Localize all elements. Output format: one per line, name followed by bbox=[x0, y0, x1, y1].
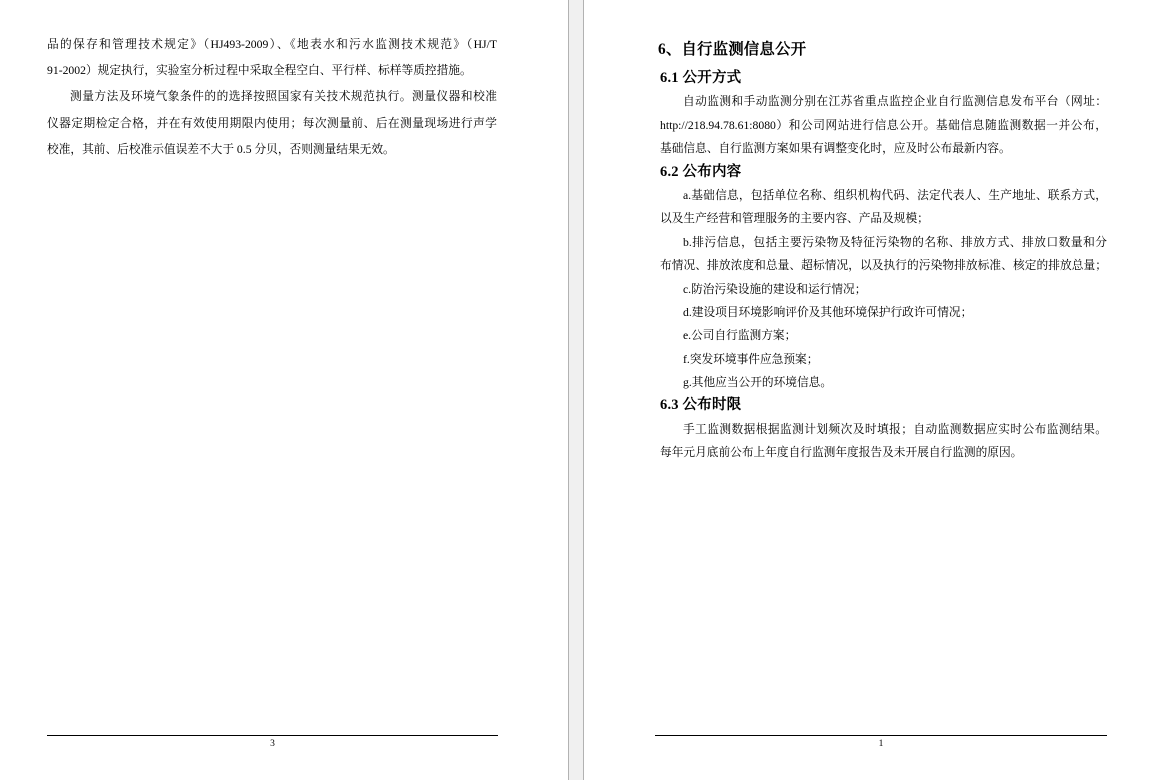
document-page-left bbox=[0, 0, 568, 780]
subsection-heading: 6.1 公开方式 bbox=[660, 70, 742, 86]
page-number: 3 bbox=[270, 739, 275, 749]
text-line: 自动监测和手动监测分别在江苏省重点监控企业自行监测信息发布平台（网址： bbox=[683, 95, 1107, 109]
text-line: 以及生产经营和管理服务的主要内容、产品及规模； bbox=[660, 212, 929, 226]
text-line: 仪器定期检定合格，并在有效使用期限内使用；每次测量前、后在测量现场进行声学 bbox=[47, 116, 497, 130]
text-line: http://218.94.78.61:8080）和公司网站进行信息公开。基础信息随监测数据一并公布， bbox=[660, 118, 1107, 132]
text-line: f.突发环境事件应急预案； bbox=[683, 352, 819, 366]
left-page-text-block bbox=[47, 32, 497, 163]
text-line: 基础信息、自行监测方案如果有调整变化时，应及时公布最新内容。 bbox=[660, 142, 1011, 156]
text-line: a.基础信息，包括单位名称、组织机构代码、法定代表人、生产地址、联系方式， bbox=[683, 188, 1107, 202]
text-line: e.公司自行监测方案； bbox=[683, 329, 797, 343]
subsection-heading: 6.2 公布内容 bbox=[660, 163, 742, 180]
subsection-heading: 6.3 公布时限 bbox=[660, 397, 742, 414]
document-page-right bbox=[584, 0, 1149, 780]
right-page-text-block bbox=[660, 67, 1107, 465]
footer-rule bbox=[655, 735, 1107, 736]
text-line: 每年元月底前公布上年度自行监测年度报告及未开展自行监测的原因。 bbox=[660, 446, 1023, 460]
page-gap bbox=[568, 0, 584, 780]
text-line: g.其他应当公开的环境信息。 bbox=[683, 376, 833, 390]
text-line: b.排污信息，包括主要污染物及特征污染物的名称、排放方式、排放口数量和分 bbox=[683, 235, 1107, 249]
text-line: c.防治污染设施的建设和运行情况； bbox=[683, 282, 867, 296]
text-line: 布情况、排放浓度和总量、超标情况，以及执行的污染物排放标准、核定的排放总量； bbox=[660, 259, 1107, 273]
page-number: 1 bbox=[878, 739, 884, 749]
text-line: 91-2002）规定执行，实验室分析过程中采取全程空白、平行样、标样等质控措施。 bbox=[47, 64, 472, 78]
footer-rule bbox=[47, 735, 498, 736]
text-line: 品的保存和管理技术规定》（HJ493-2009）、《地表水和污水监测技术规范》（HJ/T bbox=[47, 38, 497, 51]
text-line: 手工监测数据根据监测计划频次及时填报；自动监测数据应实时公布监测结果。 bbox=[683, 422, 1107, 436]
text-line: d.建设项目环境影响评价及其他环境保护行政许可情况； bbox=[683, 305, 973, 319]
section-heading: 6、自行监测信息公开 bbox=[658, 41, 807, 58]
text-line: 测量方法及环境气象条件的的选择按照国家有关技术规范执行。测量仪器和校准 bbox=[70, 90, 497, 104]
text-line: 校准，其前、后校准示值误差不大于 0.5 分贝，否则测量结果无效。 bbox=[47, 142, 395, 156]
